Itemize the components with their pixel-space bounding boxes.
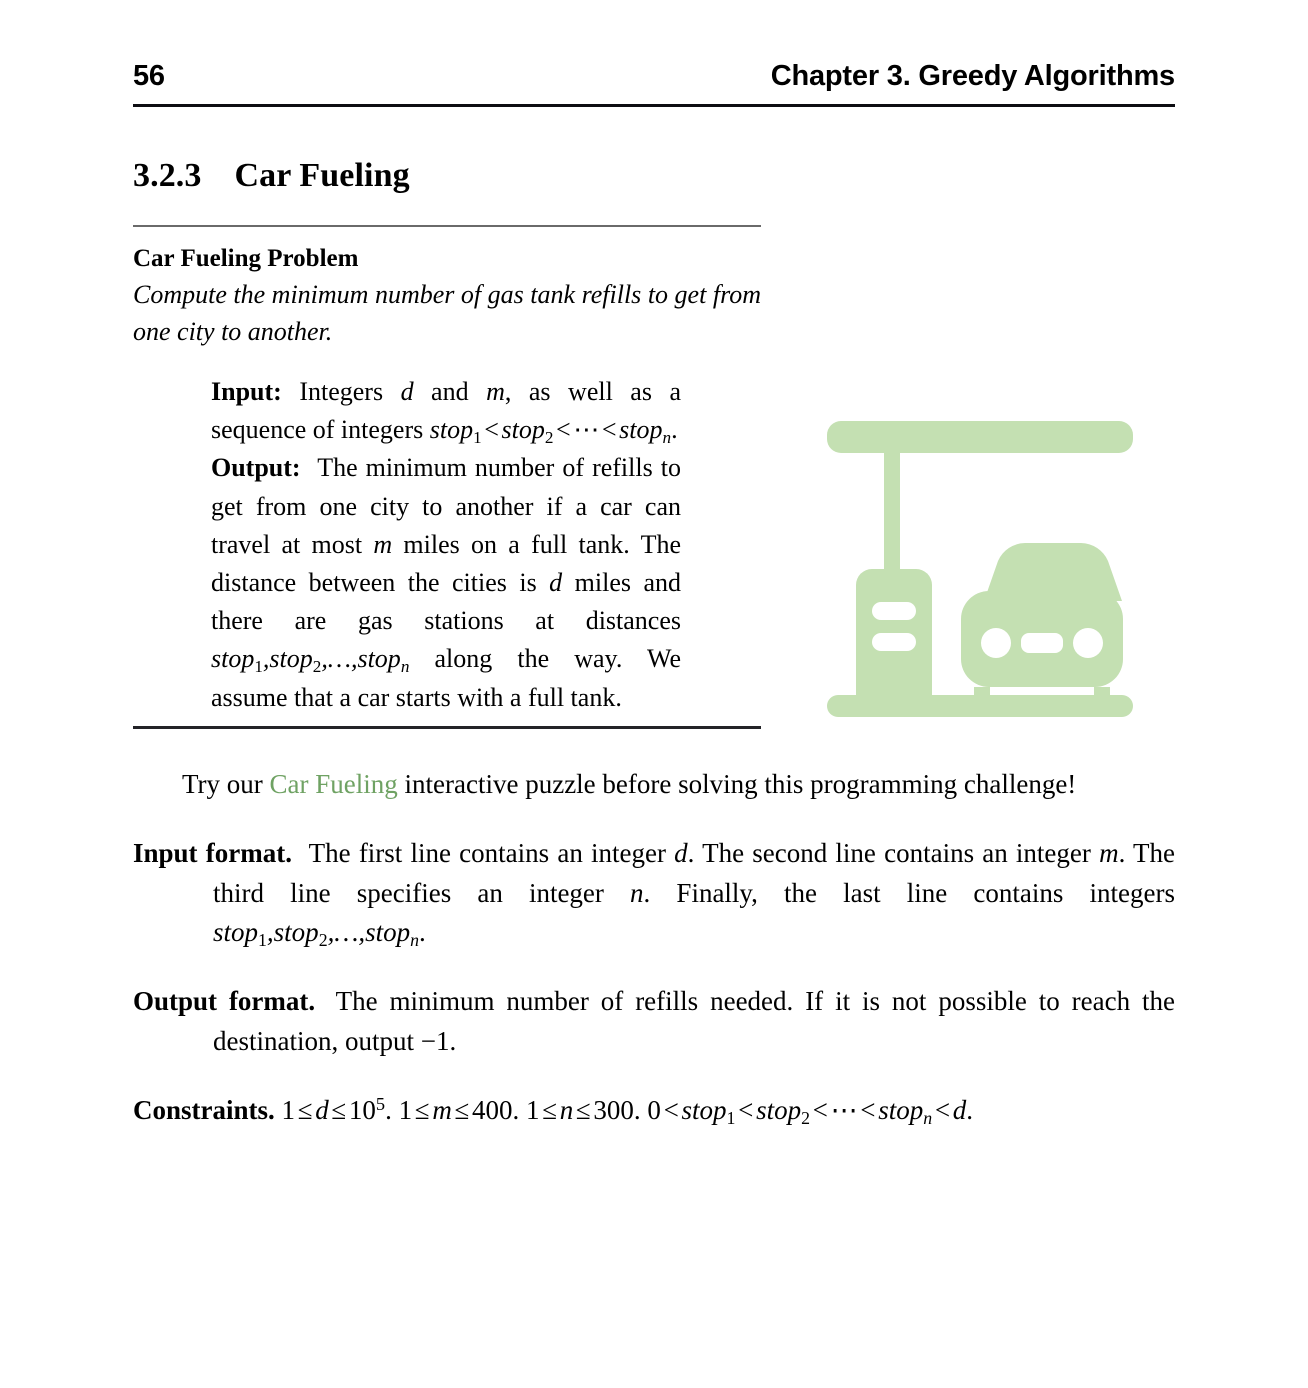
output-comma-2: ,: [321, 644, 328, 674]
pump-slot-lower-icon: [872, 633, 916, 651]
try-puzzle-paragraph: [133, 765, 1175, 804]
c3-var: n: [559, 1095, 574, 1126]
chapter-title: Chapter 3. Greedy Algorithms: [770, 60, 1175, 92]
pump-slot-upper-icon: [872, 602, 916, 620]
c3-hi: 300: [593, 1095, 634, 1126]
c4-stop-1-subscript: 1: [726, 1108, 736, 1129]
running-header: [133, 0, 1175, 91]
c4-rel-3: <: [812, 1095, 828, 1126]
input-var-d: d: [400, 376, 414, 406]
input-spec: [211, 373, 681, 449]
c4-ellipsis: ⋯: [830, 1095, 858, 1126]
header-rule: [133, 104, 1175, 107]
output-stop-n-subscript: n: [400, 657, 410, 677]
c3-rel-2: ≤: [575, 1095, 591, 1126]
output-stop-n: stop: [357, 644, 401, 674]
input-format-stop-n-subscript: n: [410, 930, 420, 951]
output-format-label: Output format.: [133, 986, 316, 1017]
input-format-text-3: . The third line specifies an integer: [213, 838, 1176, 908]
input-stop-1-subscript: 1: [473, 427, 482, 447]
input-format-var-n: n: [630, 877, 644, 908]
c1-var: d: [315, 1095, 329, 1126]
output-ellipsis: …: [327, 644, 351, 674]
input-period: .: [671, 415, 678, 445]
c4-stop-2: stop: [756, 1095, 802, 1126]
c1-period: .: [385, 1095, 392, 1126]
c4-stop-1: stop: [681, 1095, 727, 1126]
input-format-text-1: The first line contains an integer: [308, 838, 675, 869]
input-text-1: Integers: [299, 376, 401, 406]
output-stop-2: stop: [269, 644, 313, 674]
input-format-ellipsis: …: [334, 917, 359, 948]
pole-icon: [884, 447, 900, 577]
c4-lo: 0: [647, 1095, 661, 1126]
car-fueling-puzzle-link[interactable]: Car Fueling: [269, 768, 398, 799]
c2-rel-2: ≤: [454, 1095, 470, 1126]
input-ellipsis: ⋯: [573, 415, 600, 445]
input-lt-1: <: [484, 415, 499, 445]
c4-var-d: d: [952, 1095, 967, 1126]
c2-hi: 400: [472, 1095, 513, 1126]
c2-rel-1: ≤: [414, 1095, 430, 1126]
section-number: 3.2.3: [133, 157, 202, 194]
output-comma-1: ,: [262, 644, 270, 674]
output-spec: [211, 449, 681, 717]
c4-rel-4: <: [860, 1095, 876, 1126]
input-format-text-2: . The second line contains an integer: [687, 838, 1100, 869]
problem-title: Car Fueling Problem: [133, 245, 359, 272]
c4-stop-n-subscript: n: [923, 1108, 933, 1129]
output-text-1: The minimum number of refills to get from one city to another if a car can travel at most: [211, 453, 682, 559]
input-output-spec: [211, 373, 681, 717]
canopy-icon: [827, 421, 1133, 453]
c4-stop-2-subscript: 2: [801, 1108, 810, 1129]
problem-description: Compute the minimum number of gas tank refills to get from one city to another.: [133, 279, 761, 347]
grille-icon: [1021, 633, 1063, 653]
c1-rel-1: ≤: [297, 1095, 313, 1126]
input-format-var-m: m: [1099, 838, 1119, 869]
input-format-stop-n: stop: [365, 917, 411, 948]
input-format-period: .: [419, 917, 426, 948]
problem-statement-box: [133, 225, 761, 729]
input-label: Input:: [211, 376, 282, 406]
section-heading: [133, 157, 1175, 195]
constraints-paragraph: [133, 1091, 1175, 1130]
input-format-var-d: d: [674, 838, 688, 869]
c4-period: .: [966, 1095, 973, 1126]
try-text-before: Try our: [182, 768, 270, 799]
c4-rel-1: <: [663, 1095, 679, 1126]
headlight-right-icon: [1073, 628, 1103, 658]
output-text-4: along the way. We assume that a car starts with a full tank.: [211, 644, 681, 712]
input-text-2: and: [413, 376, 487, 406]
input-stop-1: stop: [429, 415, 474, 445]
input-format-paragraph: [133, 834, 1175, 952]
input-stop-n-subscript: n: [662, 427, 672, 447]
input-stop-2: stop: [501, 415, 545, 445]
input-format-stop-2-subscript: 2: [318, 930, 328, 951]
input-format-stop-1: stop: [213, 917, 259, 948]
c4-stop-n: stop: [878, 1095, 924, 1126]
input-format-stop-2: stop: [273, 917, 319, 948]
input-format-comma-3: ,: [358, 917, 366, 948]
input-format-comma-2: ,: [327, 917, 335, 948]
problem-box-bottom-rule: [133, 726, 761, 729]
c2-period: .: [512, 1095, 520, 1126]
output-var-d: d: [549, 567, 563, 597]
c1-lo: 1: [281, 1095, 296, 1126]
headlight-left-icon: [981, 628, 1011, 658]
output-text-2: miles on a full tank. The distance between the cities is: [211, 529, 681, 597]
section-title: Car Fueling: [234, 157, 410, 194]
output-var-m: m: [373, 529, 393, 559]
output-format-text: The minimum number of refills needed. If it is not possible to reach the destination, output −1.: [213, 986, 1176, 1056]
input-format-text-4: . Finally, the last line contains integers: [643, 877, 1175, 908]
c4-rel-5: <: [934, 1095, 951, 1126]
c1-rel-2: ≤: [331, 1095, 347, 1126]
c1-hi-exponent: 5: [375, 1094, 386, 1115]
output-label: Output:: [211, 453, 301, 483]
gas-station-illustration: [824, 405, 1136, 727]
output-stop-1-subscript: 1: [254, 657, 263, 677]
page-number: 56: [133, 60, 165, 92]
output-text-3: miles and there are gas stations at distances: [211, 567, 681, 636]
c2-lo: 1: [398, 1095, 413, 1126]
input-text-3: , as well as a sequence of integers: [211, 376, 681, 445]
c3-rel-1: ≤: [542, 1095, 558, 1126]
output-format-paragraph: [133, 982, 1175, 1061]
output-comma-3: ,: [350, 644, 358, 674]
output-stop-1: stop: [211, 644, 255, 674]
input-stop-n: stop: [619, 415, 663, 445]
c4-rel-2: <: [738, 1095, 754, 1126]
output-stop-2-subscript: 2: [312, 657, 322, 677]
c2-var: m: [432, 1095, 452, 1126]
input-format-stop-1-subscript: 1: [258, 930, 267, 951]
c1-hi-base: 10: [348, 1095, 376, 1126]
c3-lo: 1: [526, 1095, 540, 1126]
input-stop-2-subscript: 2: [544, 427, 554, 447]
input-lt-2: <: [556, 415, 571, 445]
problem-box-top-rule: [133, 225, 761, 227]
input-format-comma-1: ,: [266, 917, 274, 948]
input-format-label: Input format.: [133, 838, 292, 869]
input-lt-3: <: [601, 415, 617, 445]
constraints-label: Constraints.: [133, 1095, 275, 1126]
c3-period: .: [633, 1095, 641, 1126]
input-var-m: m: [486, 376, 505, 406]
try-text-after: interactive puzzle before solving this programming challenge!: [397, 768, 1077, 799]
